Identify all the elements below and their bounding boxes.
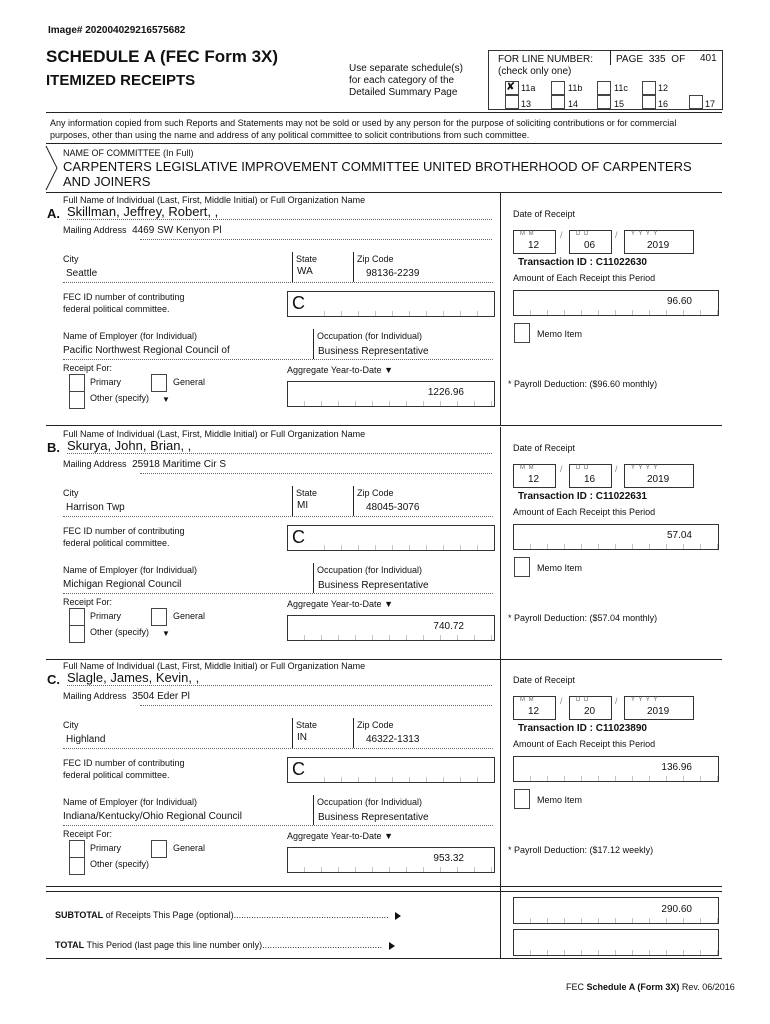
fec-id-field[interactable]	[287, 525, 495, 551]
fec-id-label-1: FEC ID number of contributing	[63, 758, 185, 768]
total-field[interactable]	[513, 929, 719, 956]
memo-checkbox[interactable]	[514, 789, 530, 809]
year-hint: Y Y Y Y	[631, 231, 659, 237]
receipt-month-field[interactable]	[513, 230, 556, 254]
primary-checkbox[interactable]	[69, 608, 85, 626]
date-separator: /	[560, 230, 563, 240]
full-name-label: Full Name of Individual (Last, First, Middle Initial) or Full Organization Name	[63, 429, 366, 439]
employer-label: Name of Employer (for Individual)	[63, 331, 198, 341]
line-14-label: 14	[568, 99, 579, 109]
other-checkbox[interactable]	[69, 857, 85, 875]
receipt-year: 2019	[647, 706, 670, 717]
amount-field[interactable]	[513, 524, 719, 550]
note-line-1: Use separate schedule(s)	[349, 63, 463, 74]
occupation-value: Business Representative	[318, 346, 429, 357]
transaction-id: Transaction ID : C11022631	[518, 491, 647, 502]
month-hint: M M	[520, 697, 535, 703]
date-separator: /	[615, 230, 618, 240]
contributor-name: Slagle, James, Kevin, ,	[67, 670, 200, 685]
month-hint: M M	[520, 231, 535, 237]
day-hint: D D	[576, 697, 590, 703]
zip-value: 48045-3076	[366, 502, 420, 513]
day-hint: D D	[576, 231, 590, 237]
other-dropdown-icon[interactable]: ▼	[162, 629, 170, 638]
memo-text: * Payroll Deduction: ($57.04 monthly)	[508, 613, 658, 623]
entry-letter: C.	[47, 672, 60, 687]
schedule-title: SCHEDULE A (FEC Form 3X)	[46, 47, 279, 66]
line-11b-checkbox[interactable]	[551, 81, 565, 95]
subtotal-arrow-icon	[395, 912, 401, 920]
zip-value: 98136-2239	[366, 268, 420, 279]
primary-label: Primary	[90, 843, 121, 853]
aggregate-dropdown-icon[interactable]: ▼	[384, 831, 394, 841]
other-checkbox[interactable]	[69, 625, 85, 643]
receipt-year-field[interactable]	[624, 696, 694, 720]
transaction-id: Transaction ID : C11022630	[518, 257, 647, 268]
fec-id-field[interactable]	[287, 291, 495, 317]
city-label: City	[63, 488, 79, 498]
amount-label: Amount of Each Receipt this Period	[513, 273, 656, 283]
receipt-month: 12	[528, 240, 540, 251]
other-label: Other (specify)	[90, 393, 150, 403]
committee-label: NAME OF COMMITTEE (In Full)	[63, 148, 194, 158]
aggregate-value: 740.72	[433, 621, 464, 632]
aggregate-label	[287, 831, 393, 841]
aggregate-value: 953.32	[433, 853, 464, 864]
receipt-day-field[interactable]	[569, 230, 612, 254]
mailing-address	[63, 691, 190, 702]
page-total: 401	[700, 53, 717, 64]
full-name-label: Full Name of Individual (Last, First, Middle Initial) or Full Organization Name	[63, 661, 366, 671]
fec-id-label	[63, 757, 185, 781]
checked-mark-icon: ✘	[506, 81, 516, 93]
aggregate-label-text: Aggregate Year-to-Date	[287, 831, 382, 841]
check-only-label: (check only one)	[498, 66, 572, 77]
city-label: City	[63, 720, 79, 730]
subtotal-bold: SUBTOTAL	[55, 910, 104, 920]
receipt-year: 2019	[647, 240, 670, 251]
fec-id-label-2: federal political committee.	[63, 538, 170, 548]
zip-label: Zip Code	[357, 720, 394, 730]
receipt-year-field[interactable]	[624, 230, 694, 254]
line-12-checkbox[interactable]	[642, 81, 656, 95]
receipt-day-field[interactable]	[569, 464, 612, 488]
receipt-year: 2019	[647, 474, 670, 485]
total-arrow-icon	[389, 942, 395, 950]
receipt-day-field[interactable]	[569, 696, 612, 720]
primary-checkbox[interactable]	[69, 840, 85, 858]
aggregate-value: 1226.96	[427, 387, 464, 398]
city-label: City	[63, 254, 79, 264]
receipt-year-field[interactable]	[624, 464, 694, 488]
receipt-for-label: Receipt For:	[63, 363, 113, 373]
memo-checkbox[interactable]	[514, 557, 530, 577]
mailing-label: Mailing Address	[63, 459, 127, 469]
line-15-label: 15	[614, 99, 625, 109]
aggregate-dropdown-icon[interactable]: ▼	[384, 365, 394, 375]
year-hint: Y Y Y Y	[631, 465, 659, 471]
footer-revision: Rev. 06/2016	[679, 982, 735, 992]
amount-field[interactable]	[513, 290, 719, 316]
amount-value: 136.96	[661, 762, 692, 773]
date-of-receipt-label: Date of Receipt	[513, 675, 576, 685]
mailing-value: 4469 SW Kenyon Pl	[132, 225, 222, 236]
memo-label: Memo Item	[537, 563, 583, 573]
date-separator: /	[615, 464, 618, 474]
total-bold: TOTAL	[55, 940, 85, 950]
line-13-checkbox[interactable]	[505, 95, 519, 109]
month-hint: M M	[520, 465, 535, 471]
employer-label: Name of Employer (for Individual)	[63, 565, 198, 575]
receipt-month-field[interactable]	[513, 464, 556, 488]
general-label: General	[173, 843, 206, 853]
general-label: General	[173, 377, 206, 387]
zip-value: 46322-1313	[366, 734, 420, 745]
fec-id-prefix: C	[292, 527, 305, 547]
occupation-value: Business Representative	[318, 580, 429, 591]
state-value: WA	[297, 266, 313, 277]
committee-chevron-icon	[45, 144, 59, 192]
occupation-label: Occupation (for Individual)	[317, 331, 423, 341]
line-17-label: 17	[705, 99, 716, 109]
aggregate-field[interactable]	[287, 381, 495, 407]
memo-text: * Payroll Deduction: ($96.60 monthly)	[508, 379, 658, 389]
state-label: State	[296, 254, 318, 264]
mailing-address	[63, 459, 226, 470]
page-label: PAGE	[616, 54, 644, 65]
general-checkbox[interactable]	[151, 374, 167, 392]
employer-value: Michigan Regional Council	[63, 579, 182, 590]
receipt-day: 20	[584, 706, 596, 717]
fec-id-label-2: federal political committee.	[63, 304, 170, 314]
year-hint: Y Y Y Y	[631, 697, 659, 703]
amount-label: Amount of Each Receipt this Period	[513, 507, 656, 517]
fec-id-prefix: C	[292, 759, 305, 779]
usage-notice: Any information copied from such Reports and Statements may not be sold or used by any person for the purpose of soliciting contributions or for commercial purposes, other than using the name and address of any political committee to solicit contributions from such committee.	[50, 118, 677, 140]
date-of-receipt-label: Date of Receipt	[513, 209, 576, 219]
mailing-value: 25918 Maritime Cir S	[132, 459, 226, 470]
line-11c-checkbox[interactable]	[597, 81, 611, 95]
mailing-label: Mailing Address	[63, 691, 127, 701]
aggregate-label	[287, 365, 393, 375]
subtotal-rest: of Receipts This Page (optional)..............................................................	[103, 910, 389, 920]
memo-label: Memo Item	[537, 795, 583, 805]
amount-value: 57.04	[666, 530, 692, 541]
day-hint: D D	[576, 465, 590, 471]
employer-value: Pacific Northwest Regional Council of	[63, 345, 230, 356]
page-number: 335	[648, 54, 666, 65]
receipt-month-field[interactable]	[513, 696, 556, 720]
receipt-month: 12	[528, 706, 540, 717]
state-label: State	[296, 720, 318, 730]
occupation-label: Occupation (for Individual)	[317, 565, 423, 575]
contributor-name: Skillman, Jeffrey, Robert, ,	[67, 204, 219, 219]
other-label: Other (specify)	[90, 627, 150, 637]
line-16-checkbox[interactable]	[642, 95, 656, 109]
fec-id-label-1: FEC ID number of contributing	[63, 526, 185, 536]
aggregate-field[interactable]	[287, 847, 495, 873]
mailing-address	[63, 225, 222, 236]
employer-value: Indiana/Kentucky/Ohio Regional Council	[63, 811, 242, 822]
subtotal-value: 290.60	[661, 904, 692, 915]
state-value: IN	[297, 732, 307, 743]
aggregate-dropdown-icon[interactable]: ▼	[384, 599, 394, 609]
full-name-label: Full Name of Individual (Last, First, Middle Initial) or Full Organization Name	[63, 195, 366, 205]
date-separator: /	[560, 464, 563, 474]
date-of-receipt-label: Date of Receipt	[513, 443, 576, 453]
note-line-3: Detailed Summary Page	[349, 87, 458, 98]
city-value: Harrison Twp	[66, 502, 125, 513]
date-separator: /	[560, 696, 563, 706]
footer-form-name: Schedule A (Form 3X)	[586, 982, 680, 992]
city-value: Highland	[66, 734, 106, 745]
primary-label: Primary	[90, 611, 121, 621]
memo-label: Memo Item	[537, 329, 583, 339]
committee-name: CARPENTERS LEGISLATIVE IMPROVEMENT COMMITTEE UNITED BROTHERHOOD OF CARPENTERS AND JOINERS	[63, 159, 692, 189]
total-label	[55, 940, 395, 950]
general-label: General	[173, 611, 206, 621]
date-separator: /	[615, 696, 618, 706]
amount-field[interactable]	[513, 756, 719, 782]
amount-value: 96.60	[666, 296, 692, 307]
general-checkbox[interactable]	[151, 840, 167, 858]
mailing-label: Mailing Address	[63, 225, 127, 235]
zip-label: Zip Code	[357, 254, 394, 264]
receipt-month: 12	[528, 474, 540, 485]
occupation-label: Occupation (for Individual)	[317, 797, 423, 807]
fec-id-label	[63, 525, 185, 549]
state-label: State	[296, 488, 318, 498]
occupation-value: Business Representative	[318, 812, 429, 823]
line-11c-label: 11c	[614, 83, 628, 93]
subtotal-label	[55, 910, 401, 920]
receipt-for-label: Receipt For:	[63, 829, 113, 839]
primary-label: Primary	[90, 377, 121, 387]
receipt-day: 16	[584, 474, 596, 485]
mailing-value: 3504 Eder Pl	[132, 691, 190, 702]
aggregate-label-text: Aggregate Year-to-Date	[287, 365, 382, 375]
for-line-label: FOR LINE NUMBER:	[498, 54, 594, 65]
line-12-label: 12	[658, 83, 669, 93]
aggregate-label-text: Aggregate Year-to-Date	[287, 599, 382, 609]
zip-label: Zip Code	[357, 488, 394, 498]
line-15-checkbox[interactable]	[597, 95, 611, 109]
aggregate-field[interactable]	[287, 615, 495, 641]
fec-id-field[interactable]	[287, 757, 495, 783]
fec-id-label-1: FEC ID number of contributing	[63, 292, 185, 302]
other-dropdown-icon[interactable]: ▼	[162, 395, 170, 404]
line-13-label: 13	[521, 99, 532, 109]
schedule-subtitle: ITEMIZED RECEIPTS	[46, 72, 196, 89]
other-label: Other (specify)	[90, 859, 150, 869]
subtotal-field[interactable]	[513, 897, 719, 924]
line-11a-checkbox[interactable]	[505, 81, 519, 95]
image-id: Image# 202004029216575682	[48, 25, 186, 36]
line-14-checkbox[interactable]	[551, 95, 565, 109]
aggregate-label	[287, 599, 393, 609]
footer-prefix: FEC	[566, 982, 587, 992]
entry-letter: B.	[47, 440, 60, 455]
line-11b-label: 11b	[568, 83, 583, 93]
line-17-checkbox[interactable]	[689, 95, 703, 109]
primary-checkbox[interactable]	[69, 374, 85, 392]
memo-checkbox[interactable]	[514, 323, 530, 343]
line-16-label: 16	[658, 99, 669, 109]
receipt-for-label: Receipt For:	[63, 597, 113, 607]
page-indicator	[616, 54, 685, 65]
line-11a-label: 11a	[521, 83, 536, 93]
of-label: OF	[671, 54, 686, 65]
total-rest: This Period (last page this line number only)................................................	[84, 940, 383, 950]
form-footer	[566, 982, 735, 992]
fec-id-label	[63, 291, 185, 315]
amount-label: Amount of Each Receipt this Period	[513, 739, 656, 749]
note-line-2: for each category of the	[349, 75, 455, 86]
entry-letter: A.	[47, 206, 60, 221]
other-checkbox[interactable]	[69, 391, 85, 409]
transaction-id: Transaction ID : C11023890	[518, 723, 647, 734]
receipt-day: 06	[584, 240, 596, 251]
memo-text: * Payroll Deduction: ($17.12 weekly)	[508, 845, 654, 855]
contributor-name: Skurya, John, Brian, ,	[67, 438, 192, 453]
employer-label: Name of Employer (for Individual)	[63, 797, 198, 807]
separate-schedule-note	[349, 63, 463, 99]
general-checkbox[interactable]	[151, 608, 167, 626]
state-value: MI	[297, 500, 309, 511]
city-value: Seattle	[66, 268, 98, 279]
fec-id-label-2: federal political committee.	[63, 770, 170, 780]
fec-id-prefix: C	[292, 293, 305, 313]
